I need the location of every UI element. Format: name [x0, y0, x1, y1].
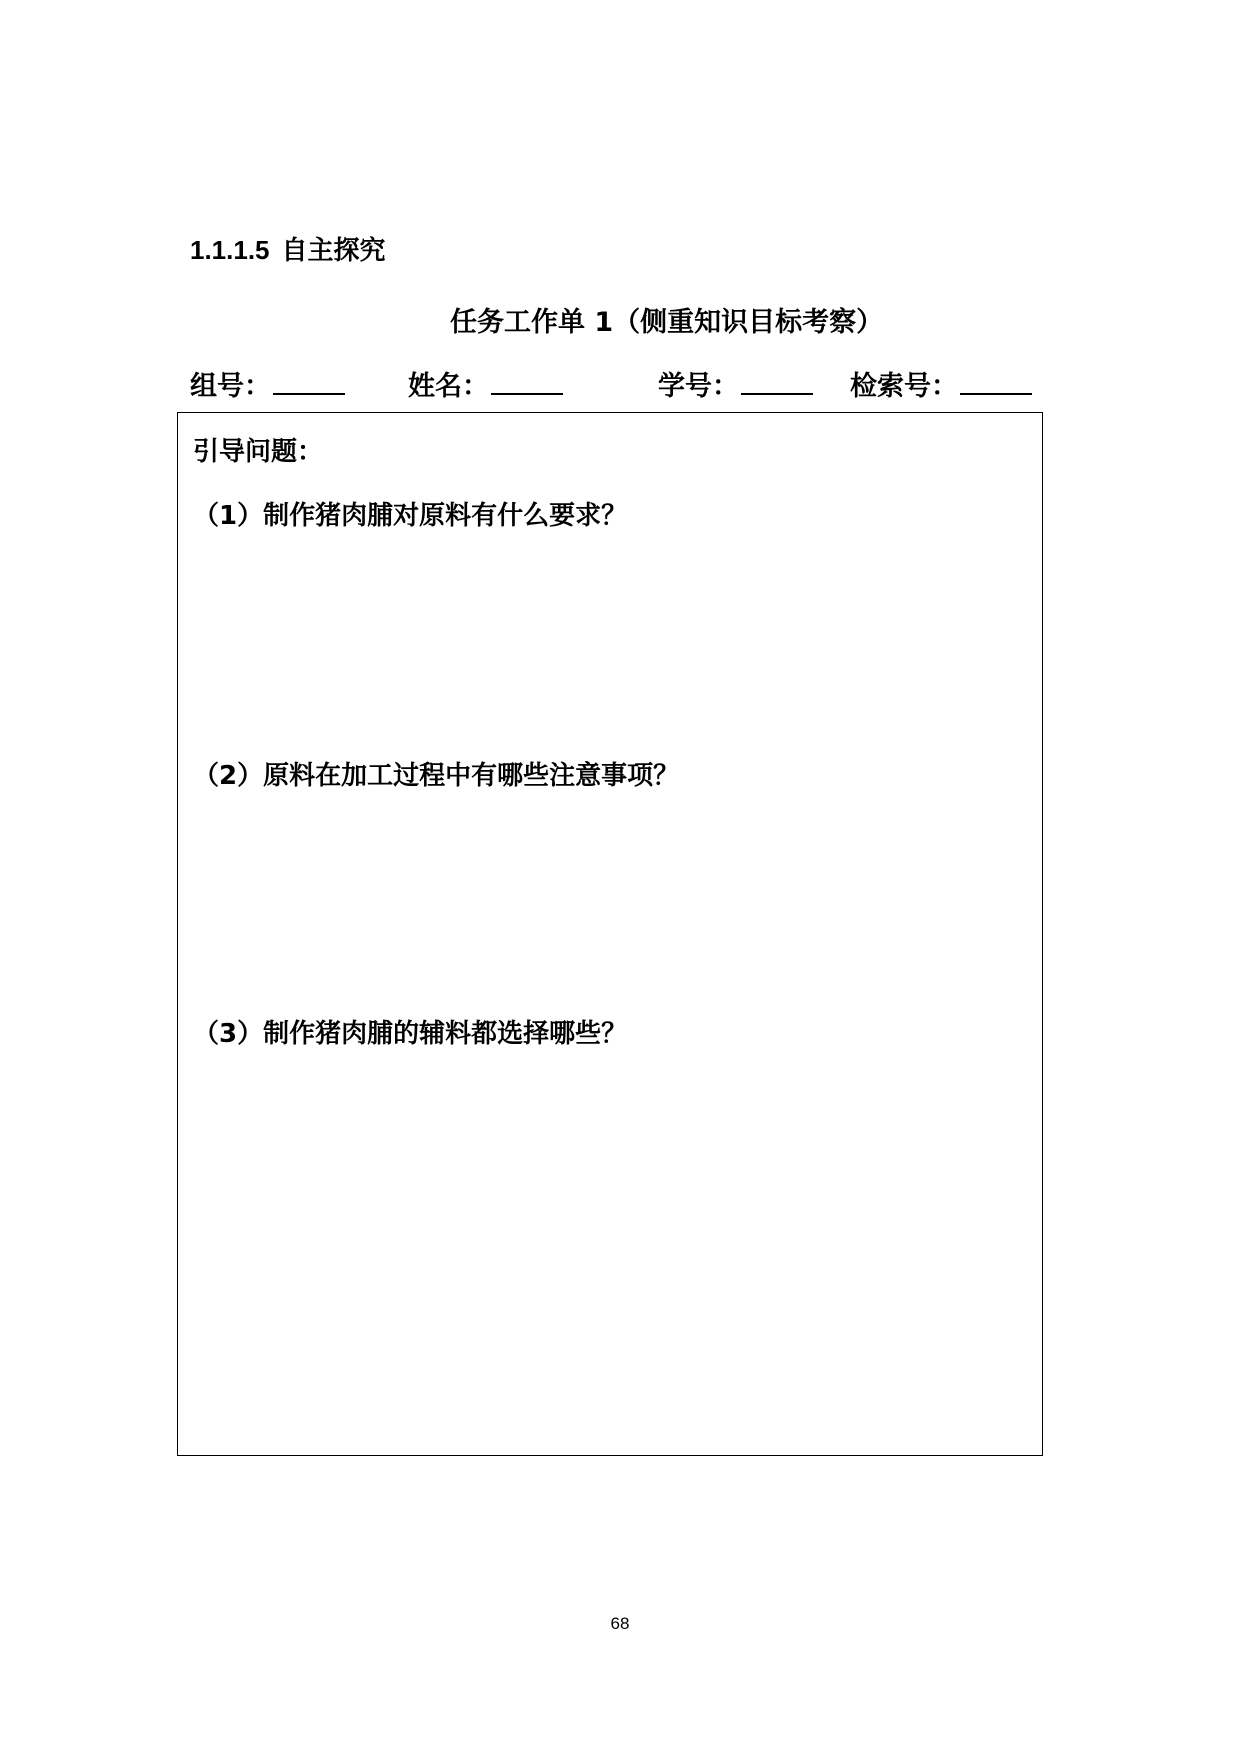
- question-1: （1）制作猪肉脯对原料有什么要求？: [193, 501, 628, 531]
- student-id-label: 学号：: [658, 371, 739, 402]
- name-field: [408, 364, 563, 403]
- question-3: （3）制作猪肉脯的辅料都选择哪些？: [193, 1019, 628, 1049]
- group-number-label: 组号：: [190, 371, 271, 402]
- answer-box[interactable]: [177, 412, 1043, 1456]
- group-number-blank[interactable]: [273, 369, 345, 395]
- group-number-field: [190, 364, 345, 403]
- index-number-blank[interactable]: [960, 369, 1032, 395]
- document-title: 任务工作单 1（侧重知识目标考察）: [450, 307, 884, 338]
- section-heading: [190, 230, 386, 267]
- student-info-row: [190, 364, 1050, 404]
- page-number: 68: [610, 1614, 630, 1633]
- question-2: （2）原料在加工过程中有哪些注意事项？: [193, 761, 680, 791]
- name-blank[interactable]: [491, 369, 563, 395]
- name-label: 姓名：: [408, 371, 489, 402]
- student-id-blank[interactable]: [741, 369, 813, 395]
- index-number-label: 检索号：: [850, 371, 958, 402]
- section-number: 1.1.1.5: [190, 235, 270, 265]
- student-id-field: [658, 364, 813, 403]
- guide-questions-label: 引导问题：: [193, 437, 324, 467]
- index-number-field: [850, 364, 1032, 403]
- section-title: 自主探究: [281, 236, 386, 266]
